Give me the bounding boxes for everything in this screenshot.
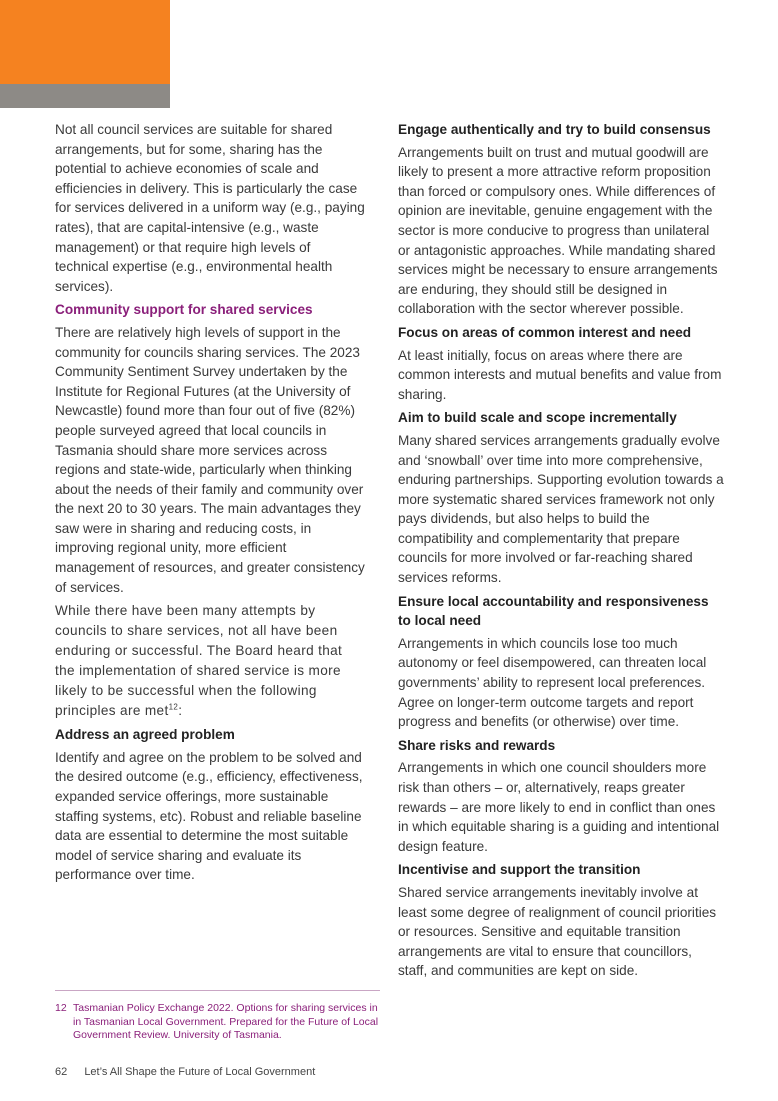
transition-heading: Incentivise and support the transition (398, 862, 641, 878)
agreed-problem-heading: Address an agreed problem (55, 727, 235, 743)
footnote-text: Tasmanian Policy Exchange 2022. Options for sharing services in in Tasmanian Local Government. Prepared for the Future of Local Government Review. University of Tasmania. (73, 1002, 379, 1042)
footer-title: Let’s All Shape the Future of Local Government (84, 1066, 316, 1078)
risks-heading: Share risks and rewards (398, 737, 556, 753)
transition-paragraph: Shared service arrangements inevitably involve at least some degree of realignment of council priorities or resources. Sensitive and equitable transition arrangements are vital to ensure that councillors, staff, and communities are kept on side. (398, 884, 717, 979)
scale-heading: Aim to build scale and scope incrementally (398, 410, 677, 426)
accountability-heading: Ensure local accountability and responsiveness to local need (398, 593, 709, 629)
footnote-reference: 12 (168, 702, 179, 712)
attempts-text: While there have been many attempts by councils to share services, not all have been enduring or successful. The Board heard that the implementation of shared service is more likely to be successful when the following principles are met (55, 603, 343, 719)
footnote (55, 1002, 380, 1043)
agreed-problem-paragraph: Identify and agree on the problem to be solved and the desired outcome (e.g., efficiency, effectiveness, expanded service offerings, more sustainable staffing systems, etc). Robust and reliable baseline data are essential to determine the most suitable model of service sharing and evaluate its performance over time. (55, 749, 363, 883)
risks-paragraph: Arrangements in which one council shoulders more risk than others – or, alternatively, reaps greater rewards – are more likely to end in conflict than ones in which equitable sharing is a guiding and intentional design feature. (398, 760, 720, 854)
intro-paragraph: Not all council services are suitable for shared arrangements, but for some, sharing has the potential to achieve economies of scale and efficiencies in delivery. This is particularly the case for services delivered in a uniform way (e.g., paying rates), that are capital-intensive (e.g., waste management) or that require high levels of technical expertise (e.g., environmental health services). (55, 122, 365, 294)
engage-paragraph: Arrangements built on trust and mutual goodwill are likely to present a more attractive reform proposition than forced or compulsory ones. While differences of opinion are inevitable, genuine engagement with the sector is more conducive to progress than unilateral or antagonistic approaches. While mandating shared services might be necessary to ensure arrangements are enduring, they should still be designed in collaboration with the sector wherever possible. (398, 144, 718, 317)
page-number: 62 (55, 1066, 68, 1078)
attempts-paragraph (55, 601, 365, 721)
header-accent-grey (0, 84, 170, 108)
community-support-heading: Community support for shared services (55, 302, 313, 318)
header-accent-orange (0, 0, 170, 84)
focus-paragraph: At least initially, focus on areas where there are common interests and mutual benefits and value from sharing. (398, 347, 722, 402)
focus-heading: Focus on areas of common interest and need (398, 324, 692, 340)
scale-paragraph: Many shared services arrangements gradually evolve and ‘snowball’ over time into more comprehensive, enduring partnerships. Supporting evolution towards a more systematic shared services framework not only pays dividends, but also helps to build the compatibility and complementarity that prepare councils for more involved or far-reaching shared services reforms. (398, 432, 724, 586)
footnote-divider (55, 990, 380, 991)
accountability-paragraph: Arrangements in which councils lose too much autonomy or feel disempowered, can threaten local governments’ ability to represent local preferences. Agree on longer-term outcome targets and report progress and benefits (or otherwise) over time. (398, 635, 707, 730)
page-footer (55, 1066, 315, 1078)
engage-heading: Engage authentically and try to build consensus (398, 122, 711, 137)
footnote-number: 12 (55, 1002, 67, 1014)
left-column (55, 120, 365, 889)
right-column (398, 120, 724, 985)
attempts-end: : (178, 703, 183, 719)
community-support-paragraph: There are relatively high levels of support in the community for councils sharing services. The 2023 Community Sentiment Survey undertaken by the Institute for Regional Futures (at the University of Newcastle) found more than four out of five (82%) people surveyed agreed that local councils in Tasmania should share more services across regions and state-wide, particularly when thinking about the needs of their family and community over the next 20 to 30 years. The main advantages they saw were in sharing and reducing costs, in improving regional unity, more efficient management of resources, and greater consistency of services. (55, 324, 365, 595)
